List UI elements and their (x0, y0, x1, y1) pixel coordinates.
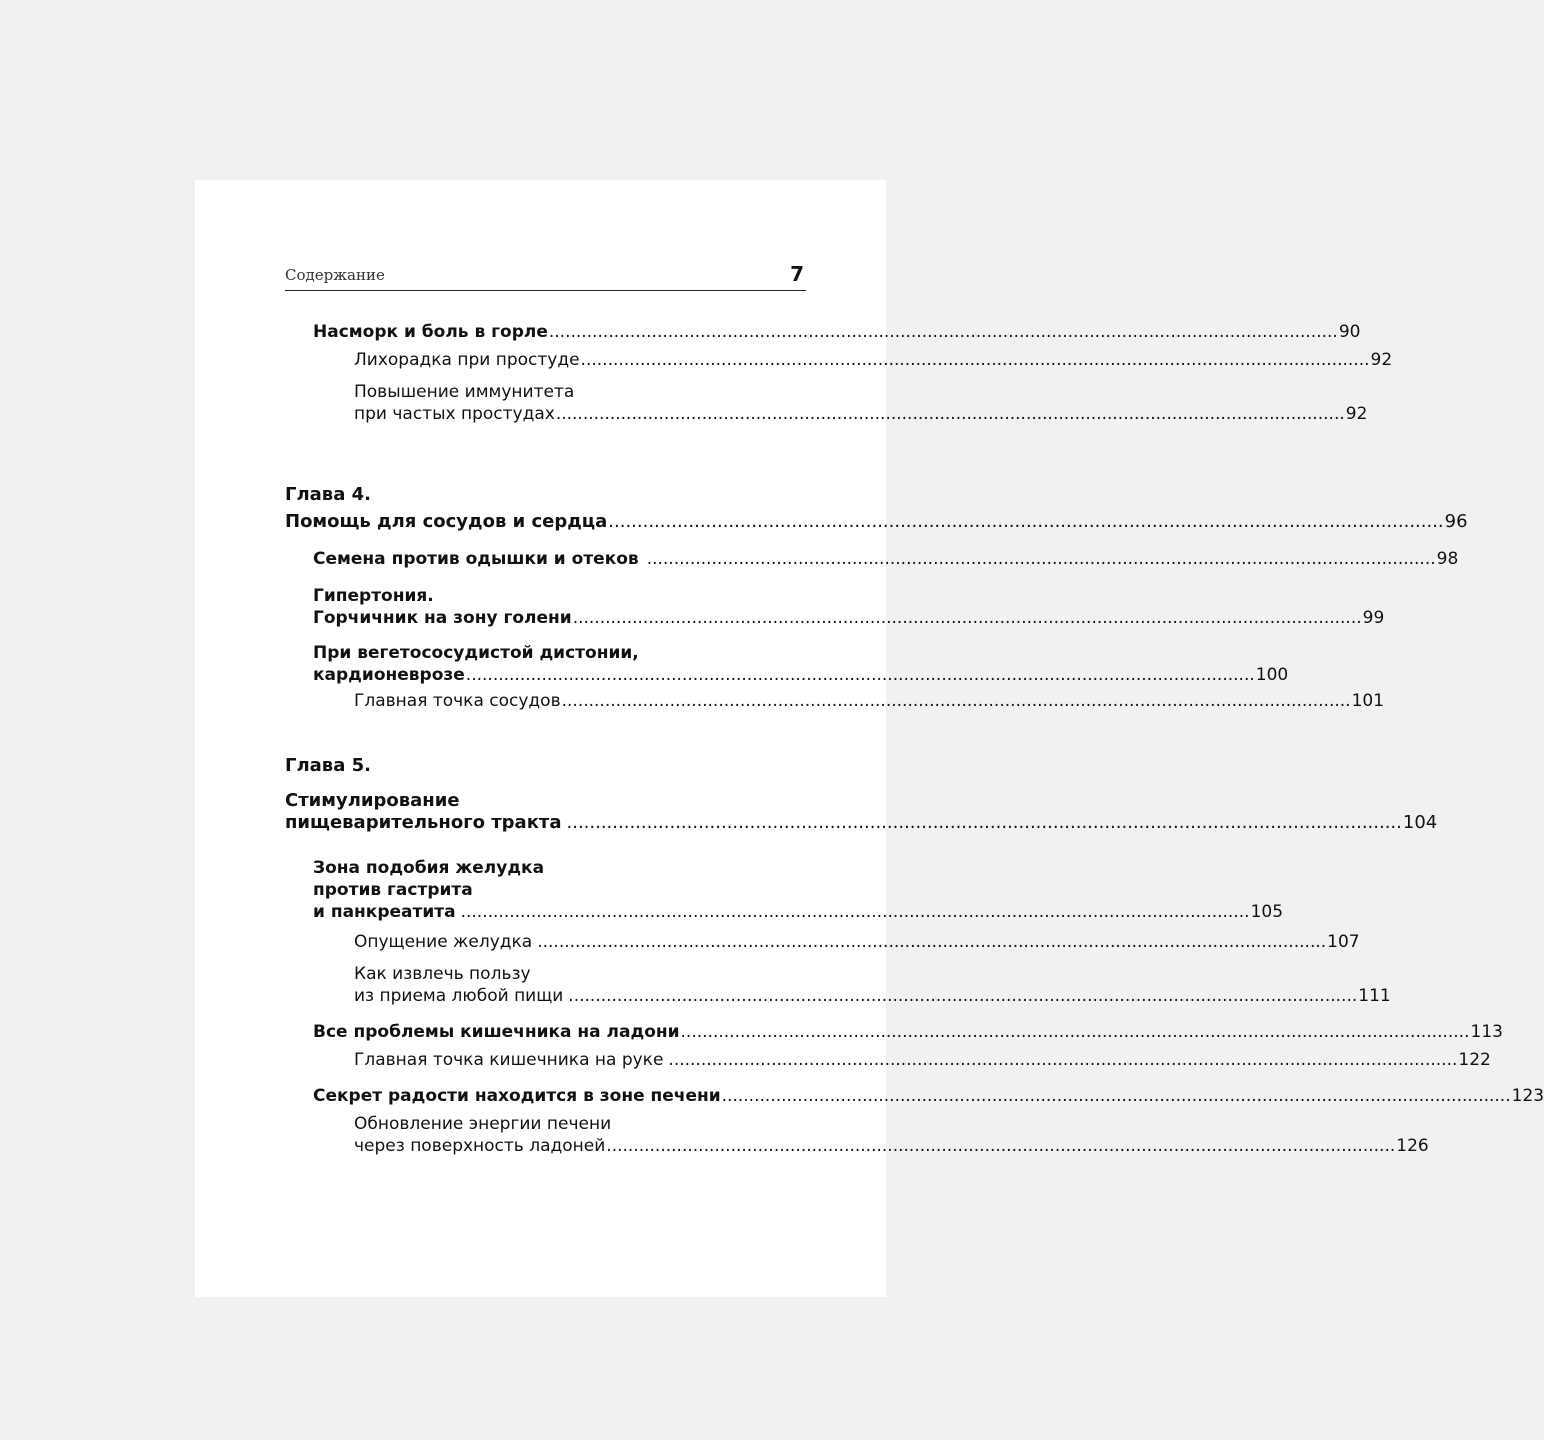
toc-entry (313, 548, 1459, 570)
toc-entry-title-line: Горчичник на зону голени (313, 608, 572, 628)
toc-entry (354, 963, 1391, 1007)
toc-entry-title-line: При вегетососудистой дистонии, (313, 643, 639, 663)
toc-entry (313, 857, 1284, 923)
toc-entry-title-line: кардионеврозе (313, 665, 465, 685)
toc-page-number: 126 (1396, 1136, 1429, 1156)
toc-page-number: 100 (1255, 665, 1289, 685)
toc-entry-title-line: Обновление энергии печени (354, 1114, 612, 1134)
toc-entry-title-line: Повышение иммунитета (354, 382, 575, 402)
leader-dots: .................................................................................................................................................. (548, 322, 1338, 342)
toc-page-number: 92 (1370, 350, 1393, 370)
chapter-label: Глава 5. (285, 755, 371, 776)
toc-entry-title-line: при частых простудах (354, 404, 555, 424)
leader-dots: .................................................................................................................................................. (680, 1022, 1470, 1042)
toc-entry-title: Опущение желудка (354, 932, 533, 952)
leader-dots: .................................................................................................................................................. (608, 511, 1444, 532)
leader-dots: .................................................................................................................................................. (572, 608, 1362, 628)
toc-page-number: 122 (1458, 1050, 1491, 1070)
toc-entry (313, 1021, 1503, 1043)
toc-entry (354, 1113, 1429, 1157)
toc-entry-title-line: Зона подобия желудка (313, 858, 545, 878)
toc-entry-title: Семена против одышки и отеков (313, 549, 639, 569)
leader-dots: .................................................................................................................................................. (721, 1086, 1511, 1106)
chapter-4-entry (285, 511, 1468, 533)
toc-entry (354, 349, 1393, 371)
chapter-5-heading (285, 755, 781, 777)
toc-entry (313, 642, 1289, 686)
toc-page-number: 99 (1362, 608, 1385, 628)
toc-entry (354, 381, 1368, 425)
toc-entry (313, 585, 1385, 629)
toc-entry-title-line: Как извлечь пользу (354, 964, 531, 984)
chapter-4-heading (285, 484, 781, 506)
chapter-5-entry (285, 790, 1438, 834)
toc-page-number: 111 (1358, 986, 1391, 1006)
leader-dots: .................................................................................................................................................. (580, 350, 1370, 370)
header-page-number: 7 (790, 262, 804, 286)
toc-entry-title: Лихорадка при простуде (354, 350, 580, 370)
toc-entry-title: Все проблемы кишечника на ладони (313, 1022, 680, 1042)
toc-page-number: 104 (1402, 812, 1438, 833)
toc-entry (354, 690, 1385, 712)
toc-page-number: 101 (1351, 691, 1385, 711)
toc-page-number: 107 (1327, 932, 1360, 952)
toc-entry (354, 1049, 1491, 1071)
toc-entry-title-line: и панкреатита (313, 902, 456, 922)
toc-entry-title-line: через поверхность ладоней (354, 1136, 606, 1156)
toc-entry (354, 931, 1360, 953)
toc-entry-title-line: пищеварительного тракта (285, 812, 562, 833)
leader-dots: .................................................................................................................................................. (606, 1136, 1396, 1156)
toc-page-number: 123 (1511, 1086, 1544, 1106)
toc-page-number: 90 (1338, 322, 1361, 342)
toc-entry-title: Главная точка кишечника на руке (354, 1050, 664, 1070)
toc-page-number: 98 (1436, 549, 1459, 569)
leader-dots: .................................................................................................................................................. (555, 404, 1345, 424)
toc-entry-title-line: Стимулирование (285, 790, 460, 811)
toc-entry-title: Помощь для сосудов и сердца (285, 511, 608, 532)
leader-dots: .................................................................................................................................................. (566, 812, 1402, 833)
toc-entry-title: Главная точка сосудов (354, 691, 561, 711)
toc-page-number: 105 (1250, 902, 1284, 922)
toc-page-number: 96 (1444, 511, 1468, 532)
toc-page-number: 113 (1470, 1022, 1503, 1042)
leader-dots: .................................................................................................................................................. (465, 665, 1255, 685)
leader-dots: .................................................................................................................................................. (460, 902, 1250, 922)
chapter-label: Глава 4. (285, 484, 371, 505)
toc-entry-title: Насморк и боль в горле (313, 322, 548, 342)
leader-dots: .................................................................................................................................................. (537, 932, 1327, 952)
leader-dots: .................................................................................................................................................. (668, 1050, 1458, 1070)
toc-page-number: 92 (1345, 404, 1368, 424)
leader-dots: .................................................................................................................................................. (568, 986, 1358, 1006)
leader-dots: .................................................................................................................................................. (646, 549, 1436, 569)
table-of-contents (195, 180, 1544, 1297)
header-title: Содержание (285, 266, 385, 284)
toc-entry (313, 321, 1361, 343)
toc-entry-title-line: против гастрита (313, 880, 473, 900)
toc-entry-title: Секрет радости находится в зоне печени (313, 1086, 721, 1106)
toc-entry-title-line: из приема любой пищи (354, 986, 564, 1006)
book-page (195, 180, 1544, 1297)
leader-dots: .................................................................................................................................................. (561, 691, 1351, 711)
toc-entry (313, 1085, 1544, 1107)
toc-entry-title-line: Гипертония. (313, 586, 434, 606)
